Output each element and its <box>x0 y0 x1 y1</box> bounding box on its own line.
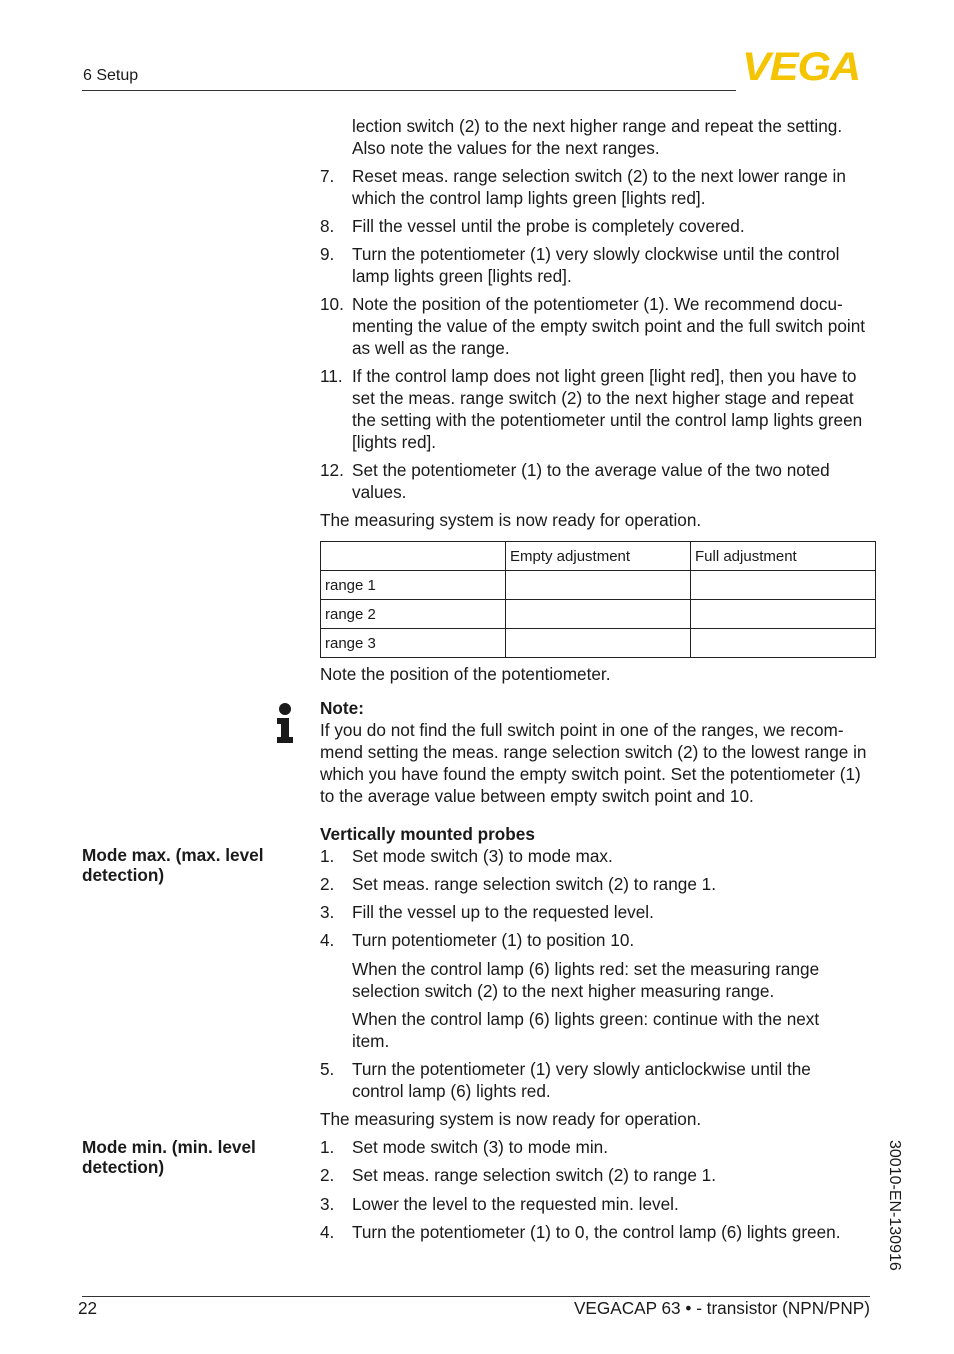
step-number: 1. <box>320 846 335 866</box>
ready-text: The measuring system is now ready for operation. <box>320 1109 702 1129</box>
continued-text: lection switch (2) to the next higher range and repeat the setting. Also note the values for the next ranges. <box>352 116 843 158</box>
step-number: 12. <box>320 460 344 480</box>
step-number: 7. <box>320 166 335 186</box>
footer-rule <box>82 1296 870 1297</box>
table-header-cell: Full adjustment <box>691 542 876 571</box>
step-number: 8. <box>320 216 335 236</box>
table-cell <box>506 600 691 629</box>
step-text: Fill the vessel up to the requested level. <box>352 902 654 922</box>
step-number: 11. <box>320 366 343 386</box>
step-text: Turn the potentiometer (1) very slowly clockwise until the control lamp lights green [lights red]. <box>352 244 840 286</box>
step-number: 9. <box>320 244 335 264</box>
step-text: Note the position of the potentiometer (1). We recommend docu-menting the value of the empty switch point and the full switch point as well as the range. <box>352 294 866 358</box>
table-cell <box>691 629 876 658</box>
step-number: 10. <box>320 294 344 314</box>
header-rule <box>82 90 736 91</box>
step-text: Lower the level to the requested min. level. <box>352 1194 679 1214</box>
step-text: Fill the vessel until the probe is completely covered. <box>352 216 745 236</box>
step-text: If the control lamp does not light green [light red], then you have to set the meas. range switch (2) to the next higher stage and repeat the setting with the potentiometer until the control lamp lights green [lights red]. <box>352 366 863 452</box>
table-caption: Note the position of the potentiometer. <box>320 664 611 684</box>
table-header-cell <box>321 542 506 571</box>
step-text: Turn the potentiometer (1) to 0, the control lamp (6) lights green. <box>352 1222 841 1242</box>
table-cell: range 2 <box>321 600 506 629</box>
section-heading: Vertically mounted probes <box>320 824 535 844</box>
step-number: 3. <box>320 902 335 922</box>
table-header-cell: Empty adjustment <box>506 542 691 571</box>
step-text: Set meas. range selection switch (2) to range 1. <box>352 874 716 894</box>
footer-product: VEGACAP 63 • - transistor (NPN/PNP) <box>573 1298 870 1318</box>
step-text: Set the potentiometer (1) to the average value of the two noted values. <box>352 460 830 502</box>
note-text: If you do not find the full switch point in one of the ranges, we recom-mend setting the meas. range selection switch (2) to the lowest range in which you have found the empty switch point. Set the potentiometer (1) to the average value between empty switch point and 10. <box>320 720 867 806</box>
table-header-row <box>321 542 876 571</box>
document-code: 30010-EN-130916 <box>886 1140 903 1271</box>
adjustment-table <box>320 541 876 658</box>
step-number: 5. <box>320 1059 335 1079</box>
info-icon <box>274 702 296 744</box>
table-cell: range 1 <box>321 571 506 600</box>
note-title: Note: <box>320 698 364 718</box>
table-cell <box>506 629 691 658</box>
step-text: Turn potentiometer (1) to position 10. <box>352 930 635 950</box>
table-row <box>321 629 876 658</box>
ready-text: The measuring system is now ready for operation. <box>320 510 702 530</box>
step-number: 3. <box>320 1194 335 1214</box>
table-cell <box>691 571 876 600</box>
step-subtext: When the control lamp (6) lights red: set the measuring range selection switch (2) to the next higher measuring range. <box>352 959 820 1001</box>
table-cell <box>506 571 691 600</box>
step-number: 4. <box>320 930 335 950</box>
vega-logo <box>742 45 872 89</box>
step-text: Turn the potentiometer (1) very slowly anticlockwise until the control lamp (6) lights red. <box>352 1059 811 1101</box>
step-text: Set meas. range selection switch (2) to range 1. <box>352 1165 716 1185</box>
table-row <box>321 600 876 629</box>
logo-text: VEGA <box>742 45 861 89</box>
step-number: 2. <box>320 1165 335 1185</box>
step-number: 1. <box>320 1137 335 1157</box>
step-text: Reset meas. range selection switch (2) to the next lower range in which the control lamp lights green [lights red]. <box>352 166 846 208</box>
table-row <box>321 571 876 600</box>
page-number: 22 <box>78 1298 98 1318</box>
side-label-mode-min: Mode min. (min. level detection) <box>82 1137 256 1177</box>
table-cell <box>691 600 876 629</box>
table-cell: range 3 <box>321 629 506 658</box>
step-text: Set mode switch (3) to mode min. <box>352 1137 608 1157</box>
step-text: Set mode switch (3) to mode max. <box>352 846 613 866</box>
step-number: 2. <box>320 874 335 894</box>
side-label-mode-max: Mode max. (max. level detection) <box>82 845 264 885</box>
header-section-title: 6 Setup <box>83 67 139 84</box>
step-subtext: When the control lamp (6) lights green: continue with the next item. <box>352 1009 820 1051</box>
step-number: 4. <box>320 1222 335 1242</box>
